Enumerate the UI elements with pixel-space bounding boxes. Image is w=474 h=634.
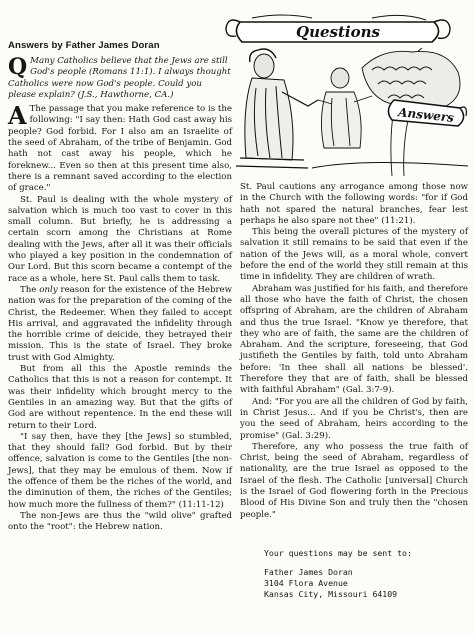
send-to-intro: Your questions may be sent to: bbox=[264, 548, 412, 558]
answers-banner-text: Answers bbox=[397, 105, 455, 125]
answer-paragraph-1 bbox=[8, 101, 232, 194]
question-drop-cap: Q bbox=[8, 54, 28, 80]
questions-banner bbox=[226, 15, 450, 42]
left-column bbox=[8, 56, 232, 533]
questions-banner-text: Questions bbox=[296, 23, 380, 41]
send-to-city: Kansas City, Missouri 64109 bbox=[264, 589, 398, 599]
questions-answers-illustration bbox=[222, 8, 468, 176]
answer-p5: "I say then, have they [the Jews] so stumbled, that they should fall? God forbid. But by their offence, salvation is come to the Gentiles [the non-Jews], that they may be emulous of them. Now if the offence of them be the riches of the world, and the diminution of them, the riches of the Gentiles; how much more the fullness of them?" (11:11-12) bbox=[8, 431, 232, 510]
answer-p3-emphasis: only bbox=[39, 284, 58, 295]
answer-p3 bbox=[8, 285, 232, 364]
answer-p7: St. Paul cautions any arrogance among those now in the Church with the following words: "for if God hath not spared the natural branches, fear lest perhaps he also spare not thee" (11:21). bbox=[240, 182, 468, 226]
question-text: Many Catholics believe that the Jews are still God's people (Romans 11:1). I always thought Catholics were now God's people. Could you please explain? (J.S., Hawthorne, CA.) bbox=[8, 56, 231, 100]
question-paragraph bbox=[8, 56, 232, 101]
answer-p4: But from all this the Apostle reminds the Catholics that this is not a reason for contempt. It was their infidelity which brought mercy to the Gentiles in an amazing way. But that the gifts of God are without repentence. In the end these will return to their Lord. bbox=[8, 364, 232, 431]
answer-p9: Abraham was justified for his faith, and therefore all those who have the faith of Christ, the chosen offspring of Abraham, are the children of Abraham and thus the true Israel. "Know ye therefore, that they who are of faith, the same are the children of Abraham. And the scripture, foreseeing, that God justifieth the Gentiles by faith, told unto Abraham before: 'In thee shall all nations be blessed'. Therefore they that are of faith, shall be blessed with faithful Abraham" (Gal. 3:7-9). bbox=[240, 283, 468, 396]
answer-p10: And: "For you are all the children of God by faith, in Christ Jesus... And if you be Christ's, then are you the seed of Abraham, heirs according to the promise" (Gal. 3:29). bbox=[240, 396, 468, 441]
send-to-street: 3104 Flora Avenue bbox=[264, 578, 348, 588]
right-column bbox=[240, 182, 468, 521]
answer-p3-pre: The bbox=[20, 284, 40, 295]
send-to-name: Father James Doran bbox=[264, 567, 353, 577]
answers-banner bbox=[388, 100, 466, 126]
answer-p6: The non-Jews are thus the "wild olive" grafted onto the "root": the Hebrew nation. bbox=[8, 510, 232, 533]
ground-line bbox=[312, 162, 468, 168]
answer-drop-cap: A bbox=[8, 101, 27, 131]
answer-p8: This being the overall pictures of the mystery of salvation it still remains to be said that even if the nation of the Jews will, as a moral whole, convert before the end of the world they still remain at this time in infidelity. They are children of wrath. bbox=[240, 227, 468, 283]
answer-p2: St. Paul is dealing with the whole mystery of salvation which is much too vast to cover in this small column. But briefly, he is addressing a certain scorn among the Christians at Rome dealing with the Jews, after all it was their officials who played a key position in the condemnation of Our Lord. But this scorn became a contempt of the race as a whole, here St. Paul calls them to task. bbox=[8, 194, 232, 284]
answer-p3-post: reason for the existence of the Hebrew nation was for the preparation of the coming of the Christ, the Redeemer. When they failed to accept His arrival, and aggravated the infidelity through the horrible crime of deicide, they betrayed their mission. This is the state of Israel. They broke trust with God Almighty. bbox=[8, 284, 232, 363]
send-to-block bbox=[240, 548, 468, 600]
teacher-figure-illustration bbox=[236, 49, 318, 168]
answer-p1: The passage that you make reference to is the following: "I say then: Hath God cast away his people? God forbid. For I also am an Israelite of the seed of Abraham, of the tribe of Benjamin. God hath not cast away his people, which he foreknew... Even so then at this present time also, there is a remnant saved according to the election of grace." bbox=[8, 104, 232, 194]
answer-p11: Therefore, any who possess the true faith of Christ, being the seed of Abraham, regardless of nationality, are the true Israel as opposed to the Israel of the flesh. The Catholic [universal] Church is the Israel of God flowering forth in the Precious Blood of His Divine Son and truly then the "chosen people." bbox=[240, 441, 468, 520]
byline: Answers by Father James Doran bbox=[8, 40, 160, 51]
